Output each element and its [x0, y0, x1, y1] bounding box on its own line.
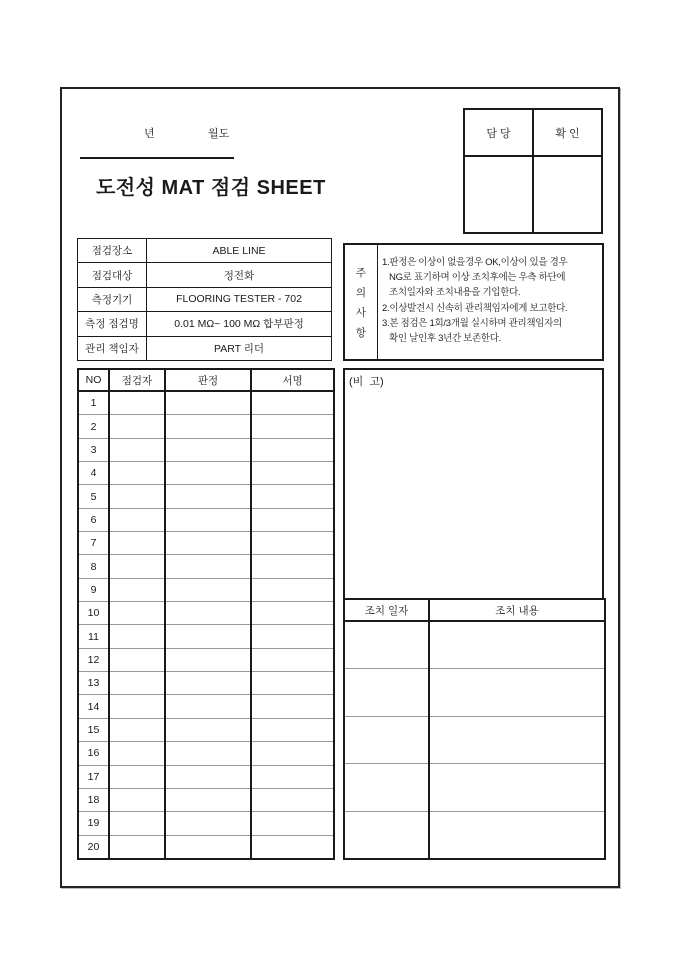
check-cell-signature: [251, 765, 334, 788]
check-cell-inspector: [109, 695, 165, 718]
check-row: [78, 602, 334, 625]
check-cell-inspector: [109, 578, 165, 601]
precautions-box: [343, 243, 604, 361]
check-row: [78, 625, 334, 648]
remarks-box: [343, 368, 604, 600]
check-row: [78, 812, 334, 835]
check-cell-inspector: [109, 485, 165, 508]
check-row: [78, 788, 334, 811]
check-cell-signature: [251, 508, 334, 531]
info-value-manager: PART 리더: [147, 336, 332, 360]
check-cell-inspector: [109, 438, 165, 461]
check-cell-no: 13: [78, 672, 109, 695]
check-header-no: NO: [78, 369, 109, 391]
page-title: 도전성 MAT 점검 SHEET: [96, 177, 326, 199]
action-cell-date: [344, 669, 429, 716]
action-row: [344, 669, 605, 716]
check-cell-judgement: [165, 485, 251, 508]
check-cell-no: 9: [78, 578, 109, 601]
precautions-line: 조치일자와 조치내용을 기입한다.: [382, 287, 521, 299]
precautions-label-char: 항: [355, 326, 367, 339]
action-cell-date: [344, 716, 429, 763]
check-cell-judgement: [165, 578, 251, 601]
check-cell-signature: [251, 555, 334, 578]
precautions-line: 1.판정은 이상이 없을경우 OK,이상이 있을 경우: [382, 257, 568, 268]
check-cell-signature: [251, 532, 334, 555]
check-table: [77, 368, 335, 860]
check-cell-inspector: [109, 602, 165, 625]
check-cell-judgement: [165, 532, 251, 555]
check-row: [78, 695, 334, 718]
check-cell-judgement: [165, 625, 251, 648]
action-cell-date: [344, 621, 429, 669]
info-value-location: ABLE LINE: [147, 239, 332, 263]
check-cell-inspector: [109, 742, 165, 765]
action-header-row: [344, 599, 605, 621]
info-label-manager: 관리 책임자: [78, 336, 147, 360]
check-row: [78, 555, 334, 578]
check-cell-no: 10: [78, 602, 109, 625]
check-cell-signature: [251, 485, 334, 508]
check-row: [78, 391, 334, 415]
check-cell-judgement: [165, 508, 251, 531]
action-cell-content: [429, 621, 605, 669]
action-header-date: 조치 일자: [344, 599, 429, 621]
signoff-value-row: [464, 156, 602, 233]
check-row: [78, 508, 334, 531]
action-table: [343, 598, 606, 860]
date-underline: [80, 157, 234, 159]
check-row: [78, 462, 334, 485]
check-cell-inspector: [109, 532, 165, 555]
check-cell-inspector: [109, 415, 165, 438]
check-cell-inspector: [109, 462, 165, 485]
signoff-table: [463, 108, 603, 234]
page-border: [60, 87, 620, 888]
check-cell-judgement: [165, 812, 251, 835]
check-cell-signature: [251, 788, 334, 811]
info-row-target: [78, 263, 332, 287]
check-cell-no: 2: [78, 415, 109, 438]
action-cell-date: [344, 764, 429, 811]
action-row: [344, 621, 605, 669]
precautions-line: 2.이상발견시 신속히 관리책임자에게 보고한다.: [382, 302, 568, 314]
check-cell-no: 3: [78, 438, 109, 461]
check-cell-signature: [251, 625, 334, 648]
info-label-target: 점검대상: [78, 263, 147, 287]
check-cell-no: 18: [78, 788, 109, 811]
check-cell-no: 7: [78, 532, 109, 555]
check-cell-inspector: [109, 508, 165, 531]
check-cell-inspector: [109, 391, 165, 415]
check-cell-signature: [251, 742, 334, 765]
check-header-row: [78, 369, 334, 391]
precautions-text: [378, 245, 602, 359]
precautions-label-char: 주: [355, 266, 367, 279]
check-cell-inspector: [109, 672, 165, 695]
check-cell-no: 11: [78, 625, 109, 648]
precautions-line: NG로 표기하며 이상 조치후에는 우측 하단에: [382, 272, 566, 284]
check-cell-signature: [251, 695, 334, 718]
info-label-criteria: 측정 점검명: [78, 312, 147, 336]
check-cell-inspector: [109, 788, 165, 811]
signoff-cell-hwagin: [533, 156, 602, 233]
info-row-instrument: [78, 287, 332, 311]
check-cell-no: 1: [78, 391, 109, 415]
precautions-label-char: 의: [355, 286, 367, 299]
check-cell-judgement: [165, 438, 251, 461]
action-cell-content: [429, 811, 605, 859]
check-row: [78, 765, 334, 788]
info-row-location: [78, 239, 332, 263]
date-line: [62, 119, 322, 149]
year-label: 년: [144, 128, 155, 140]
check-cell-judgement: [165, 648, 251, 671]
check-row: [78, 835, 334, 859]
precautions-line: 확인 날인후 3년간 보존한다.: [382, 333, 502, 345]
signoff-cell-damdang: [464, 156, 533, 233]
info-row-manager: [78, 336, 332, 360]
check-header-judgement: 판정: [165, 369, 251, 391]
check-cell-judgement: [165, 765, 251, 788]
check-cell-inspector: [109, 835, 165, 859]
check-header-signature: 서명: [251, 369, 334, 391]
check-row: [78, 485, 334, 508]
check-cell-inspector: [109, 648, 165, 671]
check-cell-signature: [251, 391, 334, 415]
check-row: [78, 415, 334, 438]
action-header-content: 조치 내용: [429, 599, 605, 621]
check-cell-judgement: [165, 415, 251, 438]
info-value-target: 정전화: [147, 263, 332, 287]
precautions-label: [345, 245, 378, 359]
info-label-location: 점검장소: [78, 239, 147, 263]
action-cell-date: [344, 811, 429, 859]
check-row: [78, 672, 334, 695]
check-row: [78, 578, 334, 601]
check-row: [78, 438, 334, 461]
check-cell-judgement: [165, 718, 251, 741]
check-cell-no: 16: [78, 742, 109, 765]
check-cell-inspector: [109, 765, 165, 788]
info-row-criteria: [78, 312, 332, 336]
info-value-criteria: 0.01 MΩ~ 100 MΩ 합부판정: [147, 312, 332, 336]
signoff-header-hwagin: 확 인: [533, 109, 602, 156]
check-cell-signature: [251, 835, 334, 859]
check-cell-judgement: [165, 462, 251, 485]
info-value-instrument: FLOORING TESTER - 702: [147, 287, 332, 311]
check-cell-inspector: [109, 812, 165, 835]
check-cell-judgement: [165, 788, 251, 811]
action-cell-content: [429, 669, 605, 716]
check-cell-no: 6: [78, 508, 109, 531]
info-table: [77, 238, 332, 361]
check-cell-signature: [251, 602, 334, 625]
check-cell-signature: [251, 462, 334, 485]
check-cell-signature: [251, 812, 334, 835]
precautions-line: 3.본 점검은 1회/3개월 실시하며 관리책임자의: [382, 317, 562, 329]
check-cell-inspector: [109, 555, 165, 578]
check-cell-inspector: [109, 718, 165, 741]
check-cell-signature: [251, 438, 334, 461]
check-cell-no: 15: [78, 718, 109, 741]
month-label: 월도: [208, 128, 230, 140]
check-cell-no: 4: [78, 462, 109, 485]
check-cell-no: 12: [78, 648, 109, 671]
check-cell-no: 5: [78, 485, 109, 508]
check-cell-no: 8: [78, 555, 109, 578]
check-cell-judgement: [165, 835, 251, 859]
remarks-label: (비 고): [349, 376, 384, 388]
check-row: [78, 742, 334, 765]
check-row: [78, 532, 334, 555]
check-cell-signature: [251, 718, 334, 741]
check-cell-signature: [251, 672, 334, 695]
check-cell-judgement: [165, 672, 251, 695]
check-cell-signature: [251, 578, 334, 601]
signoff-header-row: [464, 109, 602, 156]
check-cell-inspector: [109, 625, 165, 648]
check-cell-no: 17: [78, 765, 109, 788]
action-cell-content: [429, 764, 605, 811]
check-cell-judgement: [165, 695, 251, 718]
action-row: [344, 811, 605, 859]
check-cell-judgement: [165, 742, 251, 765]
check-cell-no: 20: [78, 835, 109, 859]
check-cell-judgement: [165, 555, 251, 578]
info-label-instrument: 측정기기: [78, 287, 147, 311]
check-cell-judgement: [165, 602, 251, 625]
signoff-header-damdang: 담 당: [464, 109, 533, 156]
check-cell-no: 19: [78, 812, 109, 835]
check-row: [78, 718, 334, 741]
action-cell-content: [429, 716, 605, 763]
check-row: [78, 648, 334, 671]
check-header-inspector: 점검자: [109, 369, 165, 391]
check-cell-signature: [251, 648, 334, 671]
check-cell-no: 14: [78, 695, 109, 718]
check-cell-judgement: [165, 391, 251, 415]
precautions-label-char: 사: [355, 306, 367, 319]
action-row: [344, 764, 605, 811]
action-row: [344, 716, 605, 763]
check-cell-signature: [251, 415, 334, 438]
